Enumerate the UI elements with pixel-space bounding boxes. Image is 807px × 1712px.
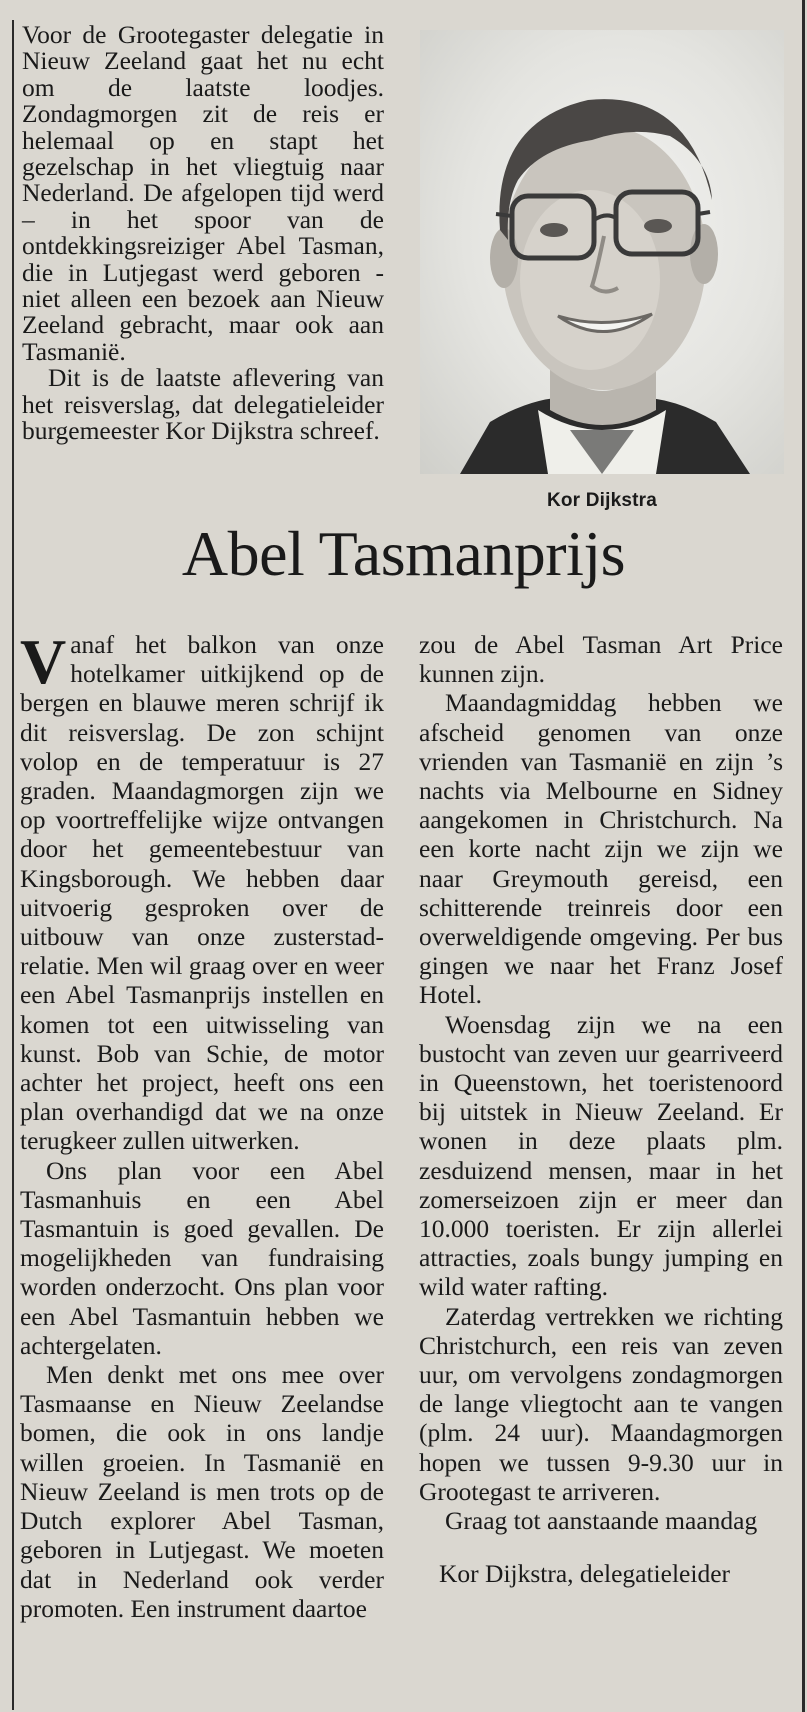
article-column-right (419, 630, 783, 1589)
article-paragraph (20, 626, 384, 1156)
headline: Abel Tasmanprijs (181, 518, 626, 589)
signature: Kor Dijkstra, delegatieleider (439, 1559, 731, 1589)
column-rule-left (12, 20, 14, 1710)
article-paragraph: Ons plan voor een Abel Tasmanhuis en een Abel Tasmantuin is goed gevallen. De mogelijkheden van fundraising worden onderzocht. Ons plan voor een Abel Tasmantuin hebben we achtergelaten. (20, 1155, 384, 1360)
article-paragraph: Zaterdag vertrekken we richting Christchurch, een reis van zeven uur, om vervolgens zondagmorgen de lange vliegtocht aan te vangen (plm. 24 uur). Maandagmorgen hopen we tussen 9-9.30 uur in Grootegast te arriveren. (419, 1301, 783, 1506)
column-rule-right (802, 0, 805, 1712)
article-column-left (20, 626, 384, 1623)
intro-paragraph: Dit is de laatste aflevering van het reisverslag, dat delegatieleider burgemeester Kor Dijkstra schreef. (22, 363, 384, 446)
article-paragraph: zou de Abel Tasman Art Price kunnen zijn. (419, 630, 783, 689)
article-paragraph: Men denkt met ons mee over Tasmaanse en Nieuw Zeelandse bomen, die ook in ons landje willen groeien. In Tasmanië en Nieuw Zeeland is men trots op de Dutch explorer Abel Tasman, geboren in Lutjegast. We moeten dat in Nederland ook verder promoten. Een instrument daartoe (20, 1360, 384, 1623)
portrait-illustration (420, 30, 784, 474)
article-paragraph: Maandagmiddag hebben we afscheid genomen van onze vrienden van Tasmanië en zijn ’s nachts via Melbourne en Sidney aangekomen in Christchurch. Na een korte nacht zijn we zijn we naar Greymouth gereisd, een schitterende treinreis door een overweldigende omgeving. Per bus gingen we naar het Franz Josef Hotel. (419, 688, 783, 1010)
portrait-photo (420, 30, 784, 474)
intro-text (22, 22, 384, 445)
article-paragraph: Woensdag zijn we na een bustocht van zeven uur gearriveerd in Queenstown, het toeristenoord bij uitstek in Nieuw Zeeland. Er wonen in deze plaats plm. zesduizend mensen, maar in het zomerseizoen zijn er meer dan 10.000 toeristen. Er zijn allerlei attracties, zoals bungy jumping en wild water rafting. (419, 1009, 783, 1302)
intro-paragraph: Voor de Grootegaster delegatie in Nieuw Zeeland gaat het nu echt om de laatste loodjes. Zondagmorgen zit de reis er helemaal op en stapt het gezelschap in het vliegtuig naar Nederland. De afgelopen tijd werd – in het spoor van de ontdekkingsreiziger Abel Tasman, die in Lutjegast werd geboren - niet alleen een bezoek aan Nieuw Zeeland gebracht, maar ook aan Tasmanië. (22, 20, 384, 366)
photo-caption: Kor Dijkstra (546, 490, 658, 511)
drop-cap: V (20, 626, 67, 697)
article-paragraph: Graag tot aanstaande maandag (445, 1506, 758, 1536)
article-paragraph-text: anaf het balkon van onze hotelkamer uitkijkend op de bergen en blauwe meren schrijf ik dit reisverslag. De zon schijnt volop en de temperatuur is 27 graden. Maandagmorgen zijn we op voortreffelijke wijze ontvangen door het gemeentebestuur van Kingsborough. We hebben daar uitvoerig gesproken over de uitbouw van onze zusterstad-relatie. Men wil graag over en weer een Abel Tasmanprijs instellen en komen tot een uitwisseling van kunst. Bob van Schie, de motor achter het project, heeft ons een plan overhandigd dat we na onze terugkeer zullen uitwerken. (20, 630, 384, 1156)
